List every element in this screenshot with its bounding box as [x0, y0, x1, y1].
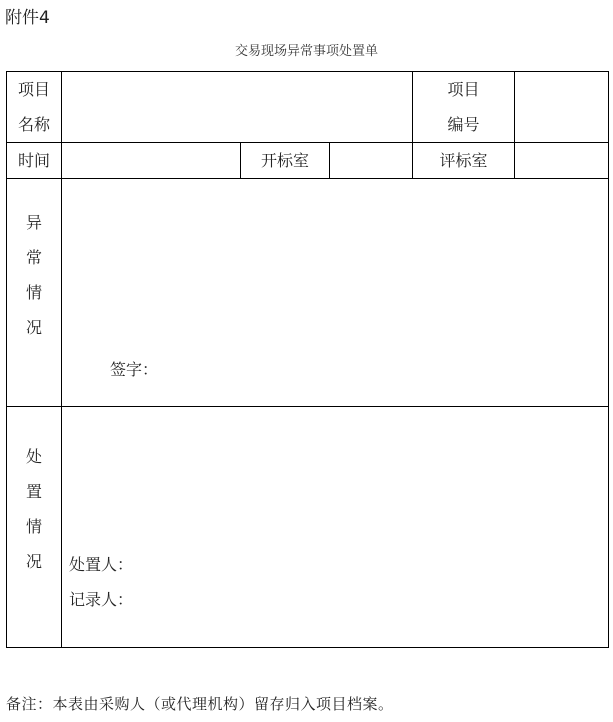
abnormal-label-char: 常 [25, 248, 42, 267]
project-name-label-line1: 项目 [17, 80, 50, 99]
abnormal-label-char: 情 [25, 283, 42, 302]
recorder-label: 记录人： [69, 590, 134, 609]
time-label: 时间 [7, 143, 62, 179]
abnormal-situation-label [7, 179, 62, 407]
handling-label-char: 置 [25, 482, 42, 501]
abnormal-label-char: 异 [25, 213, 42, 232]
handling-situation-field[interactable] [62, 407, 609, 648]
project-name-label-line2: 名称 [17, 115, 50, 134]
project-number-label-line2: 编号 [447, 115, 480, 134]
remark-note: 备注：本表由采购人（或代理机构）留存归入项目档案。 [6, 695, 394, 713]
abnormal-row [7, 179, 609, 407]
handling-label-char: 处 [25, 447, 42, 466]
abnormal-situation-field[interactable] [62, 179, 609, 407]
handler-label: 处置人： [69, 555, 134, 574]
signature-label: 签字： [110, 360, 159, 379]
project-name-label [7, 72, 62, 143]
bid-opening-room-field[interactable] [330, 143, 413, 179]
time-row [7, 143, 609, 179]
attachment-label: 附件4 [5, 8, 50, 28]
handling-situation-label [7, 407, 62, 648]
project-number-label-line1: 项目 [447, 80, 480, 99]
incident-form-table [6, 71, 609, 648]
project-number-field[interactable] [515, 72, 609, 143]
project-number-label [413, 72, 515, 143]
evaluation-room-field[interactable] [515, 143, 609, 179]
evaluation-room-label: 评标室 [413, 143, 515, 179]
handling-label-char: 情 [25, 517, 42, 536]
form-title: 交易现场异常事项处置单 [234, 44, 378, 59]
project-row [7, 72, 609, 143]
project-name-field[interactable] [62, 72, 413, 143]
bid-opening-room-label: 开标室 [241, 143, 330, 179]
time-field[interactable] [62, 143, 241, 179]
handling-label-char: 况 [25, 552, 42, 571]
handling-row [7, 407, 609, 648]
abnormal-label-char: 况 [25, 318, 42, 337]
